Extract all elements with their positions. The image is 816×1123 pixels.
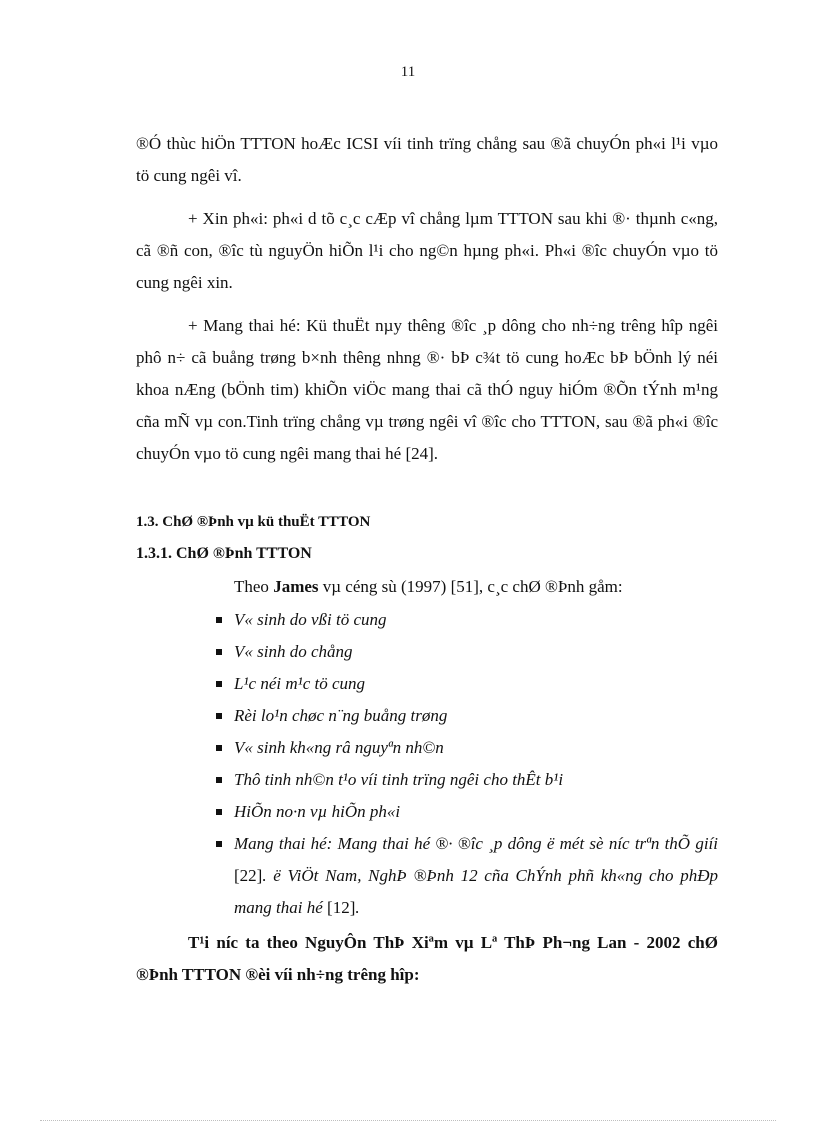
- bullet-square-icon: [216, 745, 222, 751]
- intro-prefix: Theo: [234, 577, 274, 596]
- list-item: [214, 700, 718, 732]
- list-item: [214, 604, 718, 636]
- list-item: [214, 732, 718, 764]
- intro-suffix: vµ céng sù (1997) [51], c¸c chØ ®Þnh gåm:: [318, 577, 623, 596]
- paragraph-2: [136, 203, 718, 299]
- list-item-text: Rèi lo¹n chøc n¨ng buång trøng: [234, 706, 448, 725]
- page-bottom-divider: [40, 1120, 776, 1121]
- intro-author: James: [273, 577, 319, 596]
- list-item-text: V« sinh kh«ng râ nguyªn nh©n: [234, 738, 444, 757]
- list-item: [214, 828, 718, 924]
- section-heading: 1.3. ChØ ®Þnh vµ kü thuËt TTTON: [136, 514, 371, 530]
- list-item: [214, 636, 718, 668]
- citation-ref: [22]: [234, 866, 263, 885]
- bullet-square-icon: [216, 649, 222, 655]
- indications-intro: [234, 577, 623, 597]
- bullet-square-icon: [216, 617, 222, 623]
- bullet-square-icon: [216, 809, 222, 815]
- list-item: [214, 764, 718, 796]
- paragraph-1: ®Ó thùc hiÖn TTTON hoÆc ICSI víi tinh trïng chång sau ®ã chuyÓn ph«i l¹i vµo tö cung ngêi vî.: [136, 134, 718, 185]
- list-item-text: V« sinh do vßi tö cung: [234, 610, 387, 629]
- bullet-square-icon: [216, 713, 222, 719]
- indications-list: [214, 604, 718, 924]
- list-item-text: L¹c néi m¹c tö cung: [234, 674, 366, 693]
- bullet-square-icon: [216, 841, 222, 847]
- paragraph-3: [136, 310, 718, 470]
- list-item: [214, 796, 718, 828]
- list-item: [214, 668, 718, 700]
- citation-ref: [12]: [327, 898, 356, 917]
- paragraph-2-text: + Xin ph«i: ph«i d tõ c¸c cÆp vî chång lµm TTTON sau khi ®· thµnh c«ng, cã ®ñ con, ®îc tù nguyÖn hiÕn l¹i cho ng©n hµng ph«i. Ph«i ®îc chuyÓn vµo tö cung ngêi xin.: [136, 209, 718, 292]
- page-number: 11: [400, 64, 416, 80]
- list-item-text: Thô tinh nh©n t¹o víi tinh trïng ngêi cho thÊt b¹i: [234, 770, 564, 789]
- list-item-text-cont: . ë ViÖt Nam, NghÞ ®Þnh 12 cña ChÝnh phñ kh«ng cho phÐp mang thai hé: [234, 866, 718, 917]
- closing-paragraph: [136, 927, 718, 991]
- list-item-text: HiÕn no·n vµ hiÕn ph«i: [234, 802, 401, 821]
- bullet-square-icon: [216, 681, 222, 687]
- paragraph-3-text: + Mang thai hé: Kü thuËt nµy thêng ®îc ¸p dông cho nh÷ng trêng hîp ngêi phô n÷ cã buång trøng b×nh thêng nhng ®· bÞ c¾t tö cung hoÆc bÞ bÖnh lý néi khoa nÆng (bÖnh tim) khiÕn viÖc mang thai cã thÓ nguy hiÓm ®Õn tÝnh m¹ng cña mÑ vµ con.Tinh trïng chång vµ trøng ngêi vî ®îc cho TTTON, sau ®ã ph«i ®îc chuyÓn vµo tö cung ngêi mang thai hé [24].: [136, 316, 718, 463]
- list-item-text: V« sinh do chång: [234, 642, 353, 661]
- bullet-square-icon: [216, 777, 222, 783]
- list-item-end: .: [355, 898, 360, 917]
- list-item-text: Mang thai hé: Mang thai hé ®· ®îc ¸p dông ë mét sè níc trªn thÕ giíi: [234, 834, 718, 853]
- closing-text: T¹i níc ta theo NguyÔn ThÞ Xiªm vµ Lª ThÞ Ph¬ng Lan - 2002 chØ ®Þnh TTTON ®èi víi nh÷ng trêng hîp:: [136, 933, 718, 984]
- subsection-heading: 1.3.1. ChØ ®Þnh TTTON: [136, 545, 312, 562]
